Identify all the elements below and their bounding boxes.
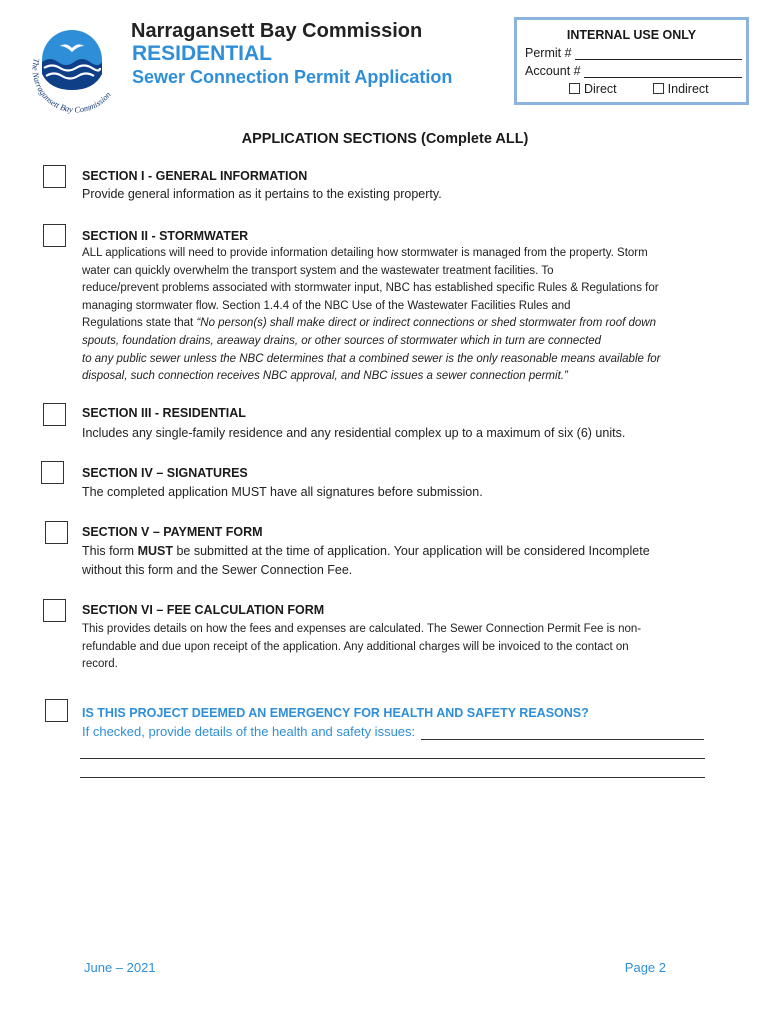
- section-6-line: refundable and due upon receipt of the application. Any additional charges will be invoiced to the contact on: [82, 640, 629, 653]
- logo-ring-text: The Narragansett Bay Commission: [30, 57, 113, 115]
- regulation-intro: Regulations state that: [82, 317, 197, 330]
- account-number-label: Account #: [525, 64, 581, 78]
- section-5-title: SECTION V – PAYMENT FORM: [82, 525, 263, 539]
- section-4-title: SECTION IV – SIGNATURES: [82, 466, 248, 480]
- direct-option[interactable]: [569, 82, 617, 96]
- emergency-checkbox[interactable]: [45, 699, 68, 722]
- section-3-checkbox[interactable]: [43, 403, 66, 426]
- section-5-description: [82, 542, 650, 580]
- section-2-title: SECTION II - STORMWATER: [82, 229, 249, 243]
- indirect-checkbox[interactable]: [653, 83, 664, 94]
- section-1-description: Provide general information as it pertains to the existing property.: [82, 187, 442, 201]
- internal-use-box: [514, 17, 749, 105]
- section-4-description: The completed application MUST have all signatures before submission.: [82, 485, 483, 499]
- application-sections-heading: APPLICATION SECTIONS (Complete ALL): [241, 131, 529, 147]
- direct-checkbox[interactable]: [569, 83, 580, 94]
- section-2-checkbox[interactable]: [43, 224, 66, 247]
- connection-type-row: [569, 82, 742, 96]
- section-3-title: SECTION III - RESIDENTIAL: [82, 406, 246, 420]
- section-1-title: SECTION I - GENERAL INFORMATION: [82, 169, 308, 183]
- section-2-description: [82, 245, 732, 386]
- section-1-checkbox[interactable]: [43, 165, 66, 188]
- section-5-text: be submitted at the time of application. Your application will be considered Incomplete: [172, 544, 650, 558]
- page-number: Page 2: [624, 960, 666, 975]
- permit-number-label: Permit #: [525, 46, 572, 60]
- emergency-prompt: If checked, provide details of the health and safety issues:: [82, 724, 416, 739]
- section-2-line: water can quickly overwhelm the transport system and the wastewater treatment facilities. To: [82, 264, 554, 277]
- emergency-details-line-3[interactable]: [80, 777, 705, 778]
- section-6-line: record.: [82, 658, 118, 671]
- nbc-logo: [26, 18, 126, 118]
- regulation-quote-line: disposal, such connection receives NBC approval, and NBC issues a sewer connection permit.”: [82, 370, 568, 383]
- section-2-line: ALL applications will need to provide information detailing how stormwater is managed from the property. Storm: [82, 247, 648, 259]
- permit-number-row: [525, 46, 742, 60]
- section-6-description: [82, 621, 732, 674]
- section-6-line: This provides details on how the fees and expenses are calculated. The Sewer Connection Permit Fee is non-: [82, 623, 642, 635]
- emergency-details-field[interactable]: [421, 724, 704, 740]
- permit-number-field[interactable]: [575, 48, 742, 60]
- account-number-row: [525, 64, 742, 78]
- section-6-title: SECTION VI – FEE CALCULATION FORM: [82, 603, 325, 617]
- emergency-question: IS THIS PROJECT DEEMED AN EMERGENCY FOR HEALTH AND SAFETY REASONS?: [82, 706, 589, 720]
- indirect-label: Indirect: [667, 82, 709, 96]
- section-5-emphasis: MUST: [137, 544, 173, 558]
- document-subtitle: Sewer Connection Permit Application: [132, 67, 453, 87]
- footer-date: June – 2021: [84, 960, 156, 975]
- regulation-quote-line: spouts, foundation drains, areaway drains, or other sources of stormwater which in turn are connected: [82, 334, 602, 347]
- section-2-line: managing stormwater flow. Section 1.4.4 of the NBC Use of the Wastewater Facilities Rules and: [82, 299, 571, 312]
- regulation-quote: “No person(s) shall make direct or indirect connections or shed stormwater from roof down: [196, 317, 656, 330]
- emergency-details-row: [82, 724, 704, 740]
- emergency-details-line-2[interactable]: [80, 758, 705, 759]
- section-5-line: without this form and the Sewer Connection Fee.: [82, 563, 353, 577]
- section-2-line: reduce/prevent problems associated with stormwater input, NBC has established specific Rules & Regulations for: [82, 282, 659, 295]
- organization-name: Narragansett Bay Commission: [131, 20, 423, 42]
- section-5-line: [82, 542, 650, 561]
- section-4-checkbox[interactable]: [41, 461, 64, 484]
- internal-use-title: INTERNAL USE ONLY: [566, 28, 697, 42]
- regulation-quote-line: to any public sewer unless the NBC determines that a combined sewer is the only reasonable means available for: [82, 352, 661, 365]
- section-3-description: Includes any single-family residence and any residential complex up to a maximum of six (6) units.: [82, 426, 626, 440]
- section-6-checkbox[interactable]: [43, 599, 66, 622]
- section-5-text: This form: [82, 544, 138, 558]
- indirect-option[interactable]: [653, 82, 709, 96]
- section-2-line: [82, 315, 732, 333]
- section-5-checkbox[interactable]: [45, 521, 68, 544]
- account-number-field[interactable]: [584, 66, 742, 78]
- direct-label: Direct: [584, 82, 617, 96]
- permit-category: RESIDENTIAL: [132, 42, 273, 65]
